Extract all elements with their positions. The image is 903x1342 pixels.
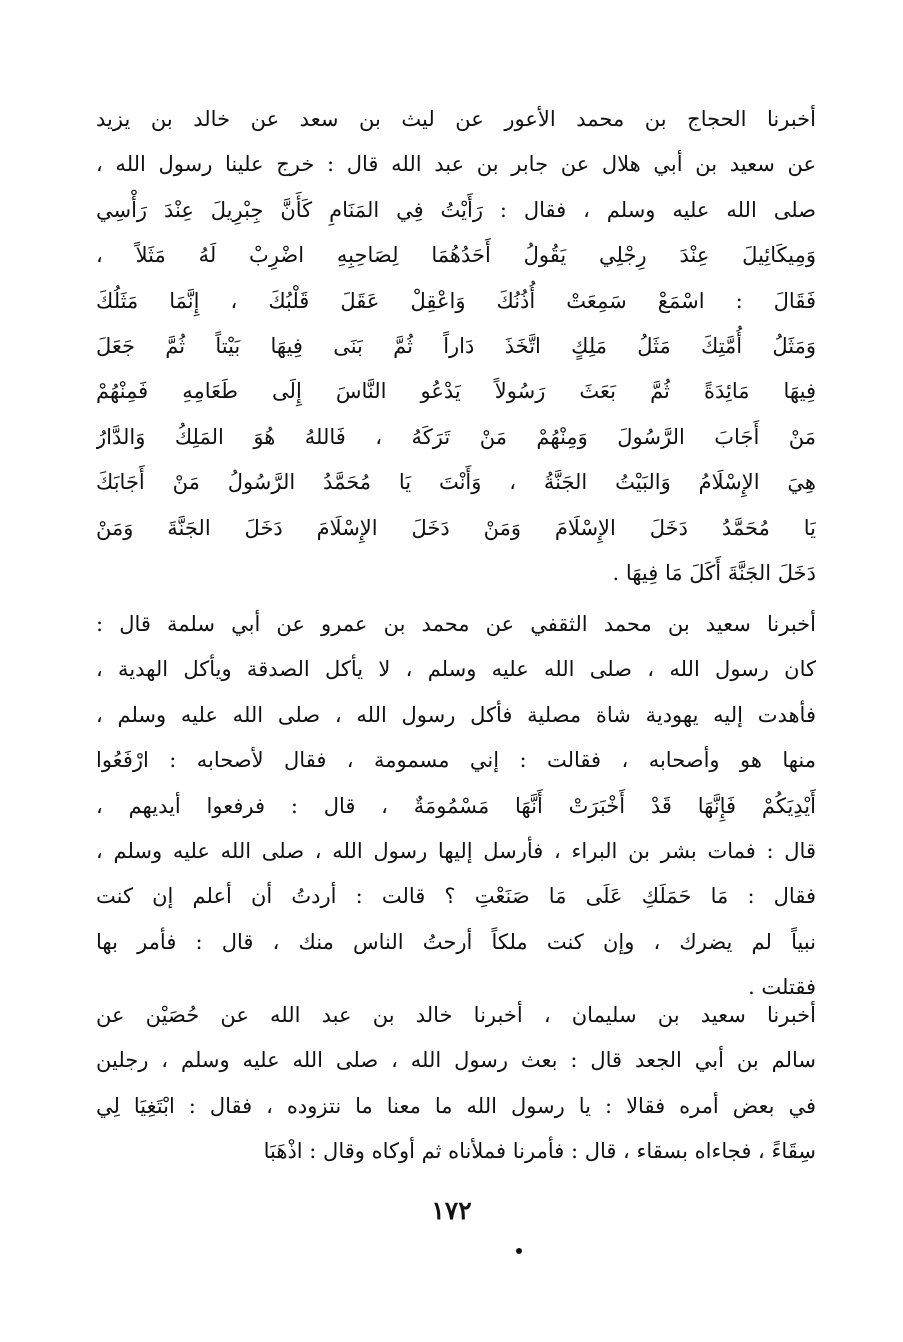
text-line: فقال : مَا حَمَلَكِ عَلَى مَا صَنَعْتِ ؟ قالت : أردتُ أن أعلم إن كنت: [96, 884, 816, 909]
paragraph-3: [96, 993, 816, 1175]
text-line: منها هو وأصحابه ، فقالت : إني مسمومة ، فقال لأصحابه : ارْفَعُوا: [96, 748, 816, 773]
text-line: فأهدت إليه يهودية شاة مصلية فأكل رسول الله ، صلى الله عليه وسلم ،: [96, 702, 816, 727]
paragraph-1: [96, 97, 816, 596]
text-line: هِيَ الإِسْلَامُ وَالبَيْتُ الجَنَّةُ ، وَأَنْتَ يَا مُحَمَّدُ الرَّسُولُ مَنْ أَجَابَكَ: [96, 470, 816, 495]
text-line: وَمَثَلُ أُمَّتِكَ مَثَلُ مَلِكٍ اتَّخَذَ دَاراً ثُمَّ بَنَى فِيهَا بَيْتاً ثُمَّ جَعَلَ: [96, 333, 816, 358]
text-line: أخبرنا سعيد بن محمد الثقفي عن محمد بن عمرو عن أبي سلمة قال :: [96, 612, 816, 636]
text-line: كان رسول الله ، صلى الله عليه وسلم ، لا يأكل الصدقة ويأكل الهدية ،: [96, 657, 816, 682]
text-line: سِقَاءً ، فجاءاه بسقاء ، قال : فأمرنا فملأناه ثم أوكاه وقال : اذْهَبَا: [263, 1139, 816, 1164]
text-line: يَا مُحَمَّدُ دَخَلَ الإِسْلَامَ وَمَنْ دَخَلَ الإِسْلَامَ دَخَلَ الجَنَّةَ وَمَنْ: [96, 515, 816, 540]
text-line: في بعض أمره فقالا : يا رسول الله ما معنا ما نتزوده ، فقال : ابْتَغِيَا لِي: [96, 1093, 816, 1118]
text-line: مَنْ أَجَابَ الرَّسُولَ وَمِنْهُمْ مَنْ تَرَكَهُ ، فَاللهُ هُوَ المَلِكُ وَالدَّارُ: [96, 424, 816, 449]
paragraph-2: [96, 602, 816, 1011]
text-line: دَخَلَ الجَنَّةَ أَكَلَ مَا فِيهَا .: [612, 560, 816, 585]
text-line: فِيهَا مَائِدَةً ثُمَّ بَعَثَ رَسُولاً يَدْعُو النَّاسَ إِلَى طَعَامِهِ فَمِنْهُمْ: [96, 379, 816, 404]
text-line: سالم بن أبي الجعد قال : بعث رسول الله ، صلى الله عليه وسلم ، رجلين: [96, 1048, 816, 1073]
text-line: فقتلت .: [748, 975, 816, 1000]
text-line: أخبرنا الحجاج بن محمد الأعور عن ليث بن سعد عن خالد بن يزيد: [96, 107, 816, 131]
text-line: نبياً لم يضرك ، وإن كنت ملكاً أرحتُ الناس منك ، قال : فأمر بها: [96, 929, 816, 954]
text-line: صلى الله عليه وسلم ، فقال : رَأَيْتُ فِي المَنَامِ كَأَنَّ جِبْرِيلَ عِنْدَ رَأْسِي: [96, 197, 816, 222]
page-dot: [516, 1248, 522, 1254]
page-number: ١٧٢: [431, 1196, 472, 1225]
text-line: وَمِيكَائِيلَ عِنْدَ رِجْلِي يَقُولُ أَحَدُهُمَا لِصَاحِبِهِ اضْرِبْ لَهُ مَثَلاً ،: [96, 243, 816, 268]
text-line: قال : فمات بشر بن البراء ، فأرسل إليها رسول الله ، صلى الله عليه وسلم ،: [96, 838, 816, 863]
text-line: فَقَالَ : اسْمَعْ سَمِعَتْ أُذُنُكَ وَاعْقِلْ عَقَلَ قَلْبُكَ ، إِنَّمَا مَثَلُكَ: [96, 288, 816, 313]
text-line: أخبرنا سعيد بن سليمان ، أخبرنا خالد بن عبد الله عن حُصَيْن عن: [96, 1003, 816, 1027]
text-line: أَيْدِيَكُمْ فَإِنَّهَا قَدْ أَخْبَرَتْ أَنَّهَا مَسْمُومَةٌ ، قال : فرفعوا أيديهم ،: [96, 793, 816, 818]
text-line: عن سعيد بن أبي هلال عن جابر بن عبد الله قال : خرج علينا رسول الله ،: [96, 152, 816, 177]
